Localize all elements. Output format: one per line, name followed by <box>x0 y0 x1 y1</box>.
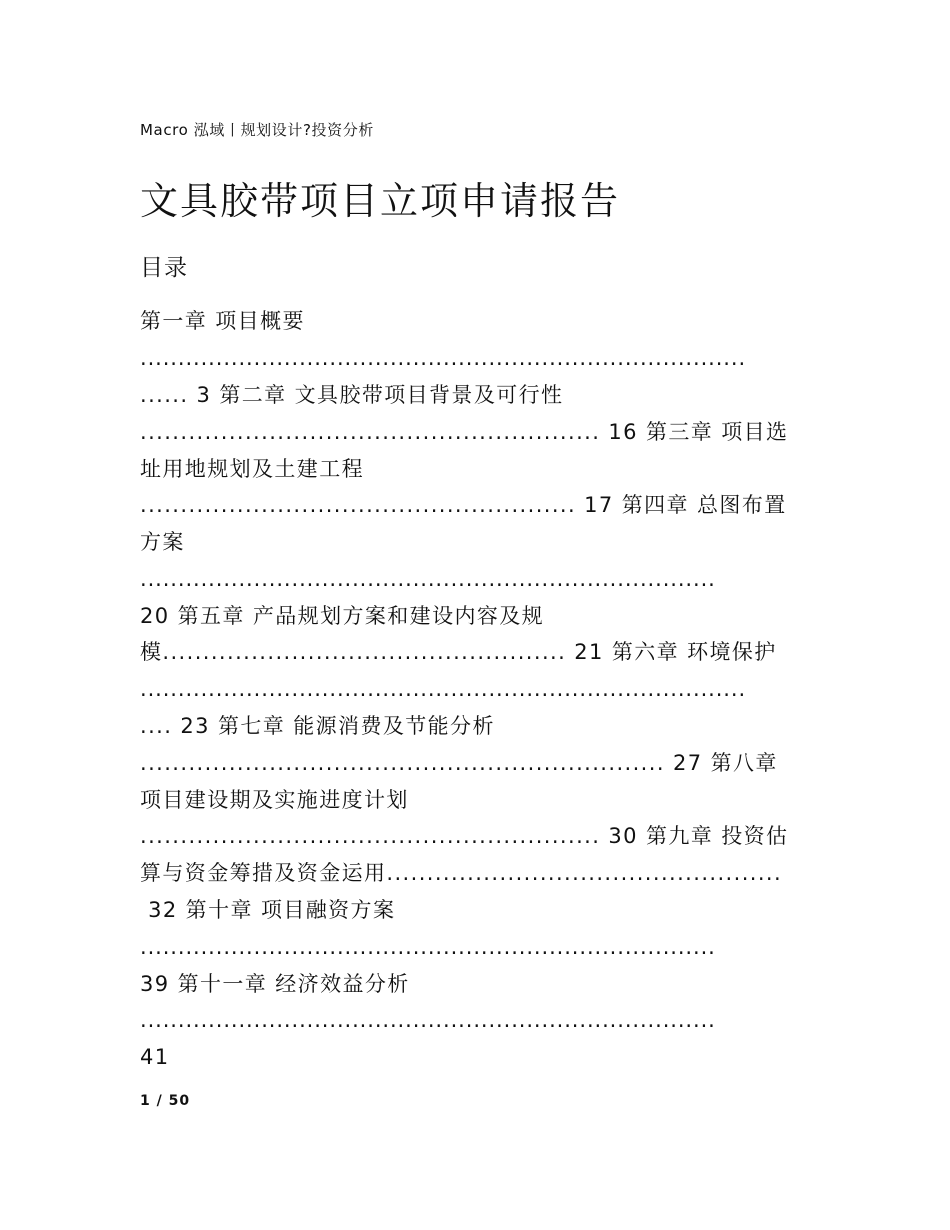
toc-line: ...... 3 第二章 文具胶带项目背景及可行性 <box>140 383 564 407</box>
toc-line: ......................................................... 16 第三章 项目选 <box>140 420 789 444</box>
page-number: 1 / 50 <box>140 1093 191 1109</box>
toc-heading: 目录 <box>140 255 188 281</box>
toc-line: 20 第五章 产品规划方案和建设内容及规 <box>140 604 545 628</box>
toc-line: 39 第十一章 经济效益分析 <box>140 972 410 996</box>
toc-line: ................................................................. 27 第八章 <box>140 751 778 775</box>
toc-line: 模.................................................. 21 第六章 环境保护 <box>140 640 777 664</box>
toc-line: 第一章 项目概要 <box>140 309 305 333</box>
toc-line: 41 <box>140 1045 170 1069</box>
toc-line: 址用地规划及土建工程 <box>140 457 364 481</box>
toc-line: .... 23 第七章 能源消费及节能分析 <box>140 714 495 738</box>
toc-line: 项目建设期及实施进度计划 <box>140 788 409 812</box>
toc-line: 方案 <box>140 530 185 554</box>
toc-line: ............................................................................ <box>140 567 716 591</box>
document-title: 文具胶带项目立项申请报告 <box>140 179 621 223</box>
toc-line: ............................................................................ <box>140 1008 716 1032</box>
toc-line: ............................................................................ <box>140 935 716 959</box>
toc-line: ................................................................................ <box>140 677 747 701</box>
toc-line: 32 第十章 项目融资方案 <box>140 898 396 922</box>
toc-line: ...................................................... 17 第四章 总图布置 <box>140 493 787 517</box>
toc-line: 算与资金筹措及资金运用................................................. <box>140 861 783 885</box>
toc-line: ......................................................... 30 第九章 投资估 <box>140 824 789 848</box>
header-brand-text: Macro 泓域丨规划设计?投资分析 <box>140 121 374 139</box>
toc-line: ................................................................................ <box>140 346 747 370</box>
